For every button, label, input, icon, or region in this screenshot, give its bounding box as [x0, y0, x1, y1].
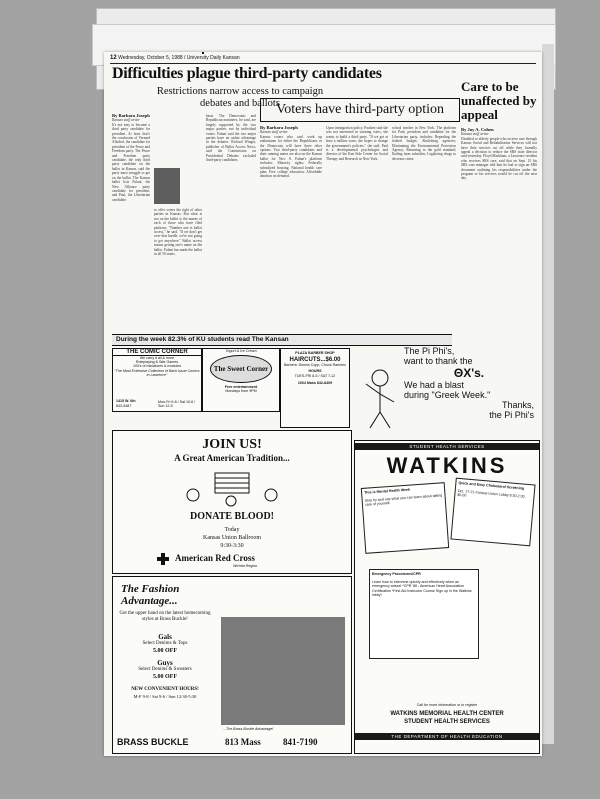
voters-headline: Voters have third-party option [275, 102, 445, 117]
page-edge [542, 44, 554, 744]
fashion-phone: 841-7190 [283, 737, 318, 747]
comic-line-2: 100's of miniatures & modules [132, 364, 182, 369]
voters-byline: By Barbara Joseph [260, 126, 298, 130]
candidate-photo [154, 168, 180, 204]
ice-line-2: Mondays from 9PM [225, 389, 257, 394]
pi-phi-ad [354, 344, 538, 436]
card3-text: Learn how to intervene quickly and effectively when an emergency arises! *CPR '88 - American Heart Association Certification *First Aid Instructor Course Sign up in the Watkins lobby! [372, 580, 472, 597]
date-line: Wednesday, October 5, 1988 / University Daily Kansan [118, 55, 240, 61]
lead-col1-text: It's not easy to become a third party candidate for president. At least that's the conclusion of Vernard Allsdorf, the candidate for president of the Peace and Freedom party. The Peace and Freedom party candidate, the only third party candidate on the ballot in Kansas, said the party must struggle to get on the ballot. The Kansas ballot lists Fulani, the New Alliance party candidate for president, and Paul, the Libertarian candidate. [112, 122, 150, 202]
fashion-new-hours: NEW CONVENIENT HOURS! [131, 687, 199, 692]
watkins-ad [354, 440, 540, 754]
comic-address: 1415 W. 6th [116, 398, 136, 403]
pi-line-6: Thanks, [501, 400, 534, 410]
voters-byline-role: Kansan staff writer [260, 130, 288, 135]
fashion-gals-item: Select Denims & Tops [142, 641, 188, 646]
top-rule [110, 63, 536, 64]
watkins-info: Call for more information or to register [416, 703, 478, 707]
voters-column-2 [326, 126, 388, 328]
voters-col1-text: Kansas voters who can't work up enthusiasm for either the Republicans or the Democrats will have three other options. Two third-party candidates and their running mates are also on the Kansas ballot for Nov. 8. Fulani's platform includes: Minority rights; Federally subsidized housing; National health care plan; Free college education; Affordable abortion on demand. [260, 134, 322, 179]
card1-title: This is Mental Health Week [364, 487, 411, 495]
lead-headline: Difficulties plague third-party candidates [112, 65, 382, 82]
lead-col3-text: basis. The Democratic and Republican nominees, he said, are largely supported by the two major parties, not by individual voters. Fulani said the two major parties have an unfair advantage in the debates. Richard Winger, publisher of Ballot Access News, said the Commission on Presidential Debates excluded third-party candidates. [206, 114, 256, 163]
newspaper-page [104, 52, 542, 756]
lead-deck: Restrictions narrow access to campaign debates and ballots [156, 86, 324, 109]
watkins-bottom-bar: THE DEPARTMENT OF HEALTH EDUCATION [355, 733, 539, 740]
barber-barbers: Barbers: Dennis Copp, Chuck Ramirez [284, 363, 346, 368]
comic-phone: 843-5487 [116, 403, 132, 408]
care-body: Disabled or elderly people who receive care through Kansas Social and Rehabilitation Services will not have their services cut off while they formally appeal a decision to reduce the SRS state director said yesterday. Floyd Markham, a Lawrence resident who receives SRS care, said that on Sept. 15 his SRS case manager told him he had to sign an SRS document outlining his responsibilities under the program or his services would be cut off the next day. [461, 136, 537, 181]
card3-title: Emergency Procedures/CPR [372, 572, 421, 576]
care-column [461, 128, 537, 328]
cholesterol-card [450, 478, 535, 547]
rc-donate: DONATE BLOOD! [190, 511, 274, 522]
barber-address: 1604 Mass 842-8409 [297, 380, 333, 385]
ice-line-1: Free entertainment [224, 385, 258, 390]
care-byline-role: Kansan staff writer [461, 132, 489, 137]
voters-column-1 [260, 126, 322, 328]
comic-line-3: "The Most Extensive Collection of Back Issue Comics in Lawrence" [114, 368, 200, 377]
fashion-hours: M-F 9-8 / Sat 9-6 / Sun 12:30-5:30 [133, 694, 197, 699]
fashion-intro: Get the upper hand on the latest homecoming styles at Brass Buckle! [119, 611, 211, 622]
pi-line-7: the Pi Phi's [489, 410, 534, 420]
rc-heading: JOIN US! [202, 437, 262, 452]
lead-byline: By Barbara Joseph [112, 114, 150, 118]
mental-health-card [361, 482, 449, 554]
cpr-card [369, 569, 479, 659]
fashion-guys: Guys [157, 659, 173, 667]
fashion-address: 813 Mass [225, 737, 261, 747]
rc-when: Today [224, 527, 240, 533]
voters-headline-box [260, 98, 460, 122]
rc-org: American Red Cross [175, 553, 255, 563]
card1-text: Stop by and see what you can learn about taking care of yourself. [364, 493, 443, 508]
card2-title: Quick and Easy Cholesterol Screening [458, 480, 525, 491]
fashion-gals: Gals [158, 633, 172, 641]
lead-column-3 [206, 114, 256, 328]
pi-line-3: ΘX's. [453, 366, 485, 380]
rc-region: Wichita Region [233, 564, 258, 568]
barber-hours: TUES-FRI 8-5 / SAT 7-12 [294, 373, 336, 378]
fashion-price-1: 5.00 OFF [153, 648, 177, 654]
comic-line-1: Roleplaying & War Games [135, 360, 179, 365]
watkins-bottom-1: WATKINS MEMORIAL HEALTH CENTER [390, 711, 504, 717]
readership-banner: During the week 82.3% of KU students read The Kansan [112, 334, 452, 346]
sweet-corner-ad [202, 348, 280, 412]
fashion-price-2: 5.00 OFF [153, 674, 177, 680]
fashion-photo [221, 617, 345, 725]
ice-logo: The Sweet Corner [210, 355, 272, 383]
fashion-tag: ...The Brass Buckle Advantage! [223, 727, 274, 731]
rc-sub: A Great American Tradition... [174, 453, 290, 463]
voters-col2-text: Upon immigration policy. Paulsen said she was not interested in winning votes; she wants to build a third party. "If we get at least a million votes, she hopes to change the government's policies," she said. Paul is a developmental psychologist and director of the East Side Center for Social Therapy and Research in New York. [326, 126, 388, 161]
flag-and-people-illustration [173, 471, 291, 509]
red-cross-ad [112, 430, 352, 574]
brass-buckle-ad [112, 576, 352, 754]
balloon-figure [360, 366, 400, 432]
comic-hours: Mon-Fri 9-8 / Sat 10-6 / Sun 12-5 [158, 399, 196, 408]
fashion-guys-item: Select Denims & Sweaters [138, 667, 192, 672]
voters-column-3 [392, 126, 456, 328]
fashion-title: The Fashion Advantage... [121, 583, 180, 607]
comic-title: THE COMIC CORNER [113, 349, 201, 356]
comic-corner-ad [112, 348, 202, 412]
comic-sub: We carry it all & more [139, 356, 175, 360]
barber-offer: HAIRCUTS...$6.00 [289, 357, 341, 364]
watkins-top-bar: STUDENT HEALTH SERVICES [355, 443, 539, 450]
lead-byline-role: Kansan staff writer [112, 118, 140, 123]
lead-column-1 [112, 114, 150, 328]
pi-line-4: We had a blast [404, 380, 464, 390]
plaza-barber-ad [280, 348, 350, 428]
fashion-brand: BRASS BUCKLE [117, 737, 189, 747]
lead-col2-text: to offer voters the right of other parties in Kansas. But what is not on the ballot is the names of each of those who have filed petitions. "Number one is ballot access," he said. "If we don't get over that hurdle, we're not going to get anywhere." Ballot access means getting one's name on the ballot. Fulani has made the ballot in all 50 states. [154, 208, 202, 257]
barber-hours-title: HOURS [308, 369, 322, 374]
care-headline: Care to be unaffected by appeal [461, 79, 537, 122]
pi-line-2: want to thank the [404, 356, 473, 366]
voters-col3-text: school teacher in New York. The platform for Paul, president and candidate for the Libertarian party, includes: Repealing the federal budget; Abolishing agencies; Eliminating the Environmental Protection Agency; Returning to the gold standard; Ending farm subsidies; Legalizing drugs to decrease crime. [392, 126, 456, 161]
folio [110, 55, 240, 61]
lead-column-2 [154, 208, 202, 328]
watkins-bottom-2: STUDENT HEALTH SERVICES [404, 719, 490, 725]
card2-text: Oct. 17-21 Kansas Union Lobby 9:30-2:30 $5.00 [457, 489, 525, 499]
pi-line-5: during "Greek Week." [404, 390, 491, 400]
pi-line-1: The Pi Phi's, [404, 346, 455, 356]
rc-where: Kansas Union Ballroom [203, 535, 261, 541]
rc-time: 9:30-3:30 [220, 543, 244, 549]
barber-name: PLAZA BARBER SHOP [295, 351, 335, 355]
ice-brand: Yogurt & Ice Cream [225, 349, 257, 353]
ad-spacer [202, 52, 204, 54]
care-byline: By Jay A. Cohen [461, 128, 494, 132]
red-cross-icon [157, 553, 169, 565]
page-number: 12 [110, 55, 117, 61]
watkins-name: WATKINS [386, 453, 508, 478]
